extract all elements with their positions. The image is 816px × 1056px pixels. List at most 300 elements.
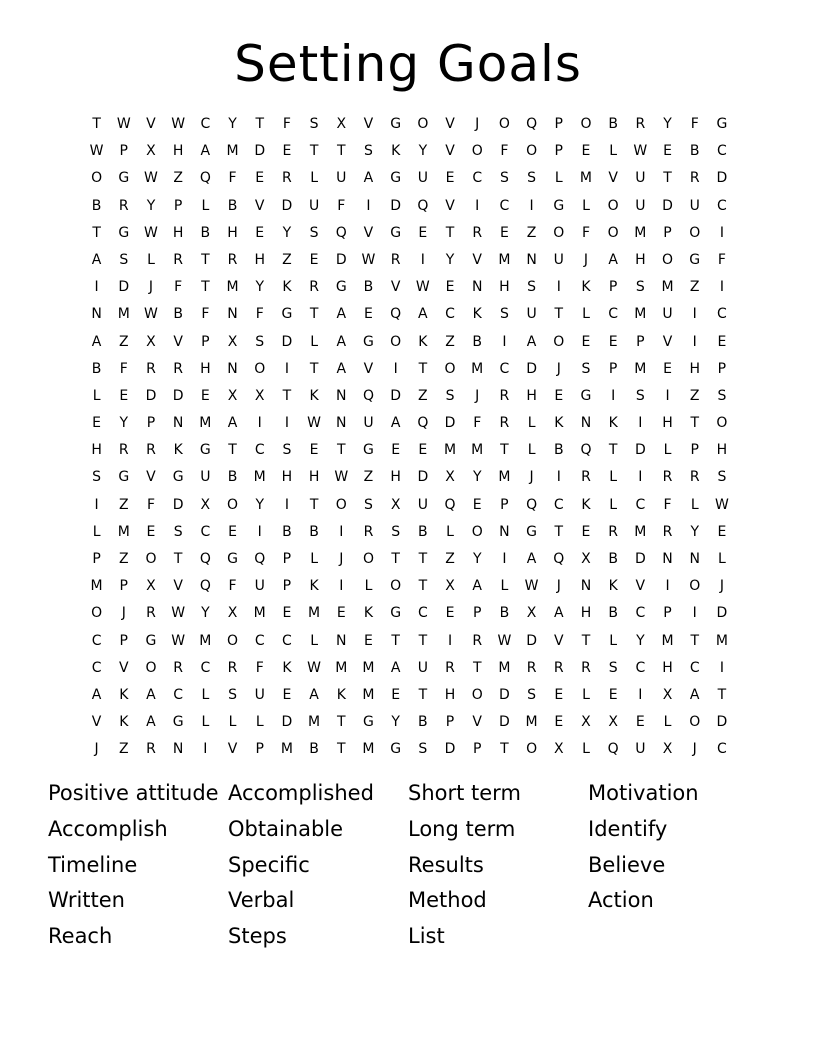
grid-letter: B — [282, 523, 292, 540]
grid-letter: N — [336, 387, 347, 404]
grid-letter: D — [499, 714, 510, 731]
word-list-row — [48, 886, 768, 922]
grid-letter: M — [280, 741, 293, 758]
grid-letter: E — [282, 605, 292, 622]
grid-letter: J — [556, 360, 561, 377]
page-title: Setting Goals — [234, 35, 582, 93]
grid-letter: U — [336, 170, 347, 187]
grid-letter: L — [92, 523, 101, 540]
grid-letter: G — [390, 170, 402, 187]
grid-letter: L — [310, 551, 318, 567]
grid-letter: O — [607, 197, 619, 214]
grid-letter: M — [471, 442, 484, 459]
grid-letter: U — [417, 170, 428, 187]
grid-letter: R — [282, 170, 292, 187]
grid-letter: S — [173, 523, 183, 540]
grid-letter: D — [281, 197, 293, 214]
word-list-row — [48, 922, 768, 958]
grid-letter: I — [556, 469, 561, 486]
grid-letter: T — [554, 306, 564, 323]
word-list-item: Positive attitude — [48, 781, 219, 805]
grid-letter: E — [336, 605, 346, 622]
grid-letter: I — [284, 415, 289, 432]
grid-letter: A — [390, 659, 401, 676]
grid-letter: L — [582, 741, 590, 758]
word-list-item: List — [408, 924, 445, 949]
grid-letter: V — [173, 333, 183, 350]
grid-letter: E — [418, 224, 428, 241]
grid-letter: H — [227, 224, 238, 241]
grid-letter: I — [203, 741, 208, 758]
grid-letter: F — [500, 143, 509, 160]
grid-letter: O — [417, 116, 429, 132]
grid-letter: H — [390, 469, 401, 486]
grid-letter: C — [254, 632, 265, 649]
grid-letter: X — [581, 551, 591, 567]
grid-letter: Q — [607, 741, 619, 758]
grid-letter: X — [146, 143, 156, 160]
grid-letter: F — [255, 659, 264, 676]
grid-letter: H — [172, 224, 184, 241]
grid-letter: V — [662, 333, 673, 350]
grid-letter: T — [418, 578, 428, 595]
grid-letter: L — [582, 686, 590, 703]
grid-letter: Q — [526, 496, 538, 513]
grid-letter: R — [146, 741, 156, 758]
grid-letter: G — [335, 279, 347, 296]
grid-letter: G — [363, 442, 374, 459]
grid-letter: O — [227, 496, 239, 513]
grid-letter: V — [445, 143, 455, 160]
grid-letter: G — [227, 551, 238, 567]
grid-letter: Z — [118, 741, 129, 758]
grid-letter: B — [418, 714, 428, 731]
grid-letter: I — [638, 415, 643, 432]
grid-letter: M — [90, 578, 103, 595]
grid-letter: M — [335, 659, 348, 676]
grid-letter: A — [390, 415, 401, 432]
grid-letter: C — [445, 306, 455, 323]
grid-letter: C — [635, 659, 646, 676]
grid-letter: R — [173, 659, 184, 676]
grid-letter: S — [364, 143, 373, 160]
grid-letter: I — [420, 251, 425, 268]
grid-letter: E — [364, 632, 373, 649]
grid-letter: B — [689, 143, 700, 160]
grid-letter: B — [418, 523, 428, 540]
grid-letter: D — [716, 605, 728, 622]
word-list-item: Accomplish — [48, 816, 168, 841]
grid-letter: B — [608, 605, 618, 622]
word-list-item: Reach — [48, 924, 113, 949]
grid-letter: T — [554, 523, 564, 540]
grid-letter: K — [608, 578, 618, 595]
grid-letter: E — [228, 523, 237, 540]
grid-letter: S — [391, 523, 401, 540]
grid-letter: T — [309, 360, 319, 377]
grid-letter: L — [582, 197, 590, 214]
grid-letter: R — [173, 251, 184, 268]
grid-letter: R — [390, 251, 401, 268]
grid-letter: M — [634, 523, 647, 540]
grid-letter: C — [282, 632, 292, 649]
word-search-grid — [83, 113, 736, 766]
grid-letter: N — [91, 306, 102, 323]
grid-letter: I — [692, 605, 697, 622]
grid-letter: A — [227, 415, 238, 432]
grid-letter: W — [307, 415, 322, 432]
grid-letter: H — [580, 605, 592, 622]
grid-letter: I — [719, 224, 724, 241]
grid-letter: Y — [472, 551, 482, 567]
grid-letter: F — [473, 415, 482, 432]
grid-letter: E — [663, 360, 672, 377]
grid-letter: H — [281, 469, 293, 486]
grid-letter: T — [418, 632, 428, 649]
grid-letter: J — [121, 605, 126, 622]
grid-letter: T — [337, 741, 346, 758]
grid-letter: L — [527, 442, 536, 459]
grid-letter: E — [663, 143, 672, 160]
grid-letter: O — [498, 116, 510, 132]
grid-letter: Z — [363, 469, 374, 486]
grid-letter: R — [146, 605, 156, 622]
grid-letter: U — [308, 197, 320, 214]
grid-letter: V — [91, 714, 102, 731]
grid-letter: M — [661, 632, 674, 649]
grid-letter: I — [529, 197, 534, 214]
grid-letter: E — [391, 686, 401, 703]
grid-letter: B — [200, 224, 211, 241]
grid-letter: S — [581, 360, 591, 377]
grid-letter: E — [418, 442, 428, 459]
grid-letter: H — [254, 251, 265, 268]
grid-letter: S — [527, 279, 537, 296]
grid-letter: M — [634, 360, 647, 377]
grid-letter: V — [363, 224, 374, 241]
grid-letter: E — [581, 333, 591, 350]
grid-letter: P — [554, 143, 563, 160]
grid-letter: R — [146, 360, 156, 377]
grid-letter: P — [608, 360, 618, 377]
grid-letter: K — [282, 279, 292, 296]
grid-row — [83, 602, 736, 629]
grid-letter: L — [663, 714, 672, 731]
grid-letter: B — [173, 306, 183, 323]
grid-letter: K — [581, 279, 591, 296]
grid-letter: C — [254, 442, 265, 459]
grid-letter: B — [91, 197, 102, 214]
grid-letter: B — [608, 551, 618, 567]
grid-letter: I — [692, 306, 697, 323]
grid-letter: P — [554, 116, 563, 132]
grid-letter: R — [662, 523, 673, 540]
grid-letter: B — [472, 333, 483, 350]
word-list-item: Believe — [588, 852, 666, 877]
grid-letter: W — [307, 659, 322, 676]
grid-letter: S — [499, 306, 509, 323]
grid-letter: Z — [418, 387, 428, 404]
grid-letter: F — [717, 251, 726, 268]
grid-letter: M — [634, 306, 647, 323]
grid-letter: M — [443, 442, 457, 459]
grid-letter: M — [525, 714, 538, 731]
grid-letter: C — [91, 659, 102, 676]
grid-letter: P — [119, 632, 128, 649]
grid-letter: A — [91, 686, 102, 703]
grid-letter: E — [282, 686, 292, 703]
grid-letter: D — [716, 170, 728, 187]
grid-letter: C — [200, 116, 211, 132]
grid-letter: L — [310, 170, 318, 187]
grid-letter: C — [635, 605, 646, 622]
grid-letter: C — [717, 306, 727, 323]
grid-letter: T — [690, 632, 699, 649]
grid-letter: V — [363, 116, 374, 132]
grid-letter: C — [173, 686, 184, 703]
grid-letter: E — [92, 415, 102, 432]
grid-letter: Z — [118, 551, 129, 567]
grid-letter: T — [282, 387, 292, 404]
grid-letter: G — [118, 224, 130, 241]
grid-letter: B — [363, 279, 374, 296]
grid-letter: S — [527, 686, 537, 703]
grid-letter: N — [227, 306, 238, 323]
grid-letter: P — [472, 741, 482, 758]
grid-letter: O — [580, 116, 592, 132]
grid-letter: C — [91, 632, 102, 649]
grid-letter: O — [689, 224, 701, 241]
grid-letter: K — [608, 415, 618, 432]
grid-letter: G — [716, 116, 728, 132]
word-list-item: Verbal — [228, 888, 295, 913]
grid-letter: H — [662, 415, 673, 432]
grid-letter: L — [364, 578, 373, 595]
grid-letter: P — [636, 333, 645, 350]
grid-letter: W — [714, 496, 729, 513]
grid-row — [83, 521, 736, 548]
grid-letter: P — [146, 415, 156, 432]
grid-letter: E — [554, 714, 564, 731]
grid-letter: N — [227, 360, 238, 377]
grid-letter: R — [581, 659, 591, 676]
grid-letter: C — [635, 496, 646, 513]
grid-letter: Y — [418, 143, 428, 160]
grid-letter: C — [499, 197, 510, 214]
grid-letter: V — [390, 279, 401, 296]
grid-letter: D — [335, 251, 347, 268]
grid-letter: C — [200, 523, 211, 540]
grid-letter: W — [144, 306, 158, 323]
grid-letter: W — [497, 632, 512, 649]
grid-letter: G — [363, 333, 374, 350]
grid-letter: O — [553, 333, 565, 350]
grid-letter: D — [390, 387, 402, 404]
grid-letter: R — [499, 415, 510, 432]
grid-letter: M — [226, 143, 239, 160]
grid-letter: O — [689, 714, 701, 731]
grid-letter: T — [418, 360, 428, 377]
grid-row — [83, 412, 736, 439]
grid-letter: T — [663, 170, 672, 187]
grid-letter: V — [608, 170, 618, 187]
grid-letter: F — [228, 170, 237, 187]
grid-letter: W — [524, 578, 539, 595]
grid-letter: M — [117, 523, 130, 540]
grid-letter: E — [255, 224, 265, 241]
grid-letter: A — [472, 578, 482, 595]
grid-letter: I — [502, 551, 507, 567]
grid-letter: Q — [444, 496, 456, 513]
grid-letter: L — [310, 632, 318, 649]
grid-letter: Z — [526, 224, 537, 241]
grid-letter: A — [418, 306, 428, 323]
grid-letter: J — [556, 578, 561, 595]
grid-letter: T — [309, 496, 319, 513]
grid-letter: P — [445, 714, 455, 731]
grid-letter: D — [499, 686, 510, 703]
grid-letter: Z — [118, 496, 129, 513]
grid-letter: L — [255, 714, 264, 731]
grid-letter: W — [144, 170, 158, 187]
grid-letter: R — [689, 469, 700, 486]
grid-letter: G — [390, 224, 402, 241]
grid-letter: M — [362, 741, 375, 758]
grid-letter: S — [255, 333, 265, 350]
grid-letter: M — [199, 415, 212, 432]
grid-letter: I — [94, 496, 99, 513]
grid-letter: S — [228, 686, 237, 703]
grid-letter: I — [284, 360, 289, 377]
grid-letter: V — [363, 360, 374, 377]
grid-letter: R — [227, 659, 238, 676]
grid-letter: X — [336, 116, 347, 132]
grid-letter: D — [281, 714, 293, 731]
grid-letter: C — [717, 741, 727, 758]
grid-letter: R — [118, 197, 129, 214]
grid-letter: T — [92, 224, 101, 241]
grid-letter: L — [310, 333, 318, 350]
grid-letter: A — [336, 360, 347, 377]
grid-letter: K — [363, 605, 374, 622]
grid-letter: V — [553, 632, 564, 649]
grid-letter: T — [391, 632, 400, 649]
word-list-item: Method — [408, 888, 487, 913]
grid-letter: V — [173, 578, 183, 595]
grid-letter: V — [635, 578, 646, 595]
grid-letter: D — [634, 551, 646, 567]
grid-letter: G — [199, 442, 211, 459]
grid-letter: W — [334, 469, 349, 486]
grid-letter: P — [500, 496, 509, 513]
grid-letter: Y — [201, 605, 210, 622]
grid-letter: N — [172, 741, 184, 758]
grid-letter: E — [445, 279, 455, 296]
grid-letter: O — [471, 523, 483, 540]
grid-letter: P — [255, 741, 264, 758]
grid-letter: E — [499, 224, 509, 241]
grid-letter: T — [228, 442, 237, 459]
grid-letter: I — [94, 279, 99, 296]
grid-letter: S — [445, 387, 455, 404]
word-list-item: Action — [588, 888, 654, 913]
grid-letter: E — [554, 387, 564, 404]
grid-letter: V — [472, 251, 482, 268]
grid-letter: S — [309, 116, 319, 132]
grid-letter: K — [282, 659, 292, 676]
grid-letter: Y — [472, 469, 482, 486]
grid-letter: T — [337, 442, 346, 459]
grid-letter: U — [526, 306, 537, 323]
word-list-item: Identify — [588, 816, 668, 841]
grid-letter: N — [662, 551, 673, 567]
grid-letter: A — [91, 333, 102, 350]
grid-letter: I — [502, 333, 507, 350]
grid-letter: I — [665, 578, 670, 595]
grid-letter: M — [661, 279, 674, 296]
grid-letter: R — [309, 279, 319, 296]
grid-letter: E — [391, 442, 401, 459]
grid-letter: Q — [199, 170, 211, 187]
grid-letter: L — [609, 632, 618, 649]
grid-letter: R — [363, 523, 374, 540]
word-list-row — [48, 851, 768, 887]
grid-letter: I — [475, 197, 480, 214]
grid-letter: H — [444, 686, 456, 703]
grid-letter: I — [284, 496, 289, 513]
grid-letter: Z — [689, 387, 700, 404]
grid-letter: D — [526, 360, 537, 377]
grid-letter: R — [689, 170, 700, 187]
grid-letter: R — [445, 659, 455, 676]
grid-letter: K — [418, 333, 428, 350]
grid-letter: J — [94, 741, 99, 758]
grid-letter: E — [364, 306, 373, 323]
grid-letter: I — [339, 578, 344, 595]
grid-letter: Z — [445, 551, 455, 567]
grid-letter: M — [634, 224, 647, 241]
grid-letter: G — [390, 116, 402, 132]
grid-letter: P — [472, 605, 482, 622]
grid-letter: T — [201, 279, 210, 296]
grid-letter: F — [663, 496, 672, 513]
grid-letter: O — [471, 143, 483, 160]
grid-letter: H — [689, 360, 700, 377]
grid-letter: J — [475, 116, 480, 132]
grid-letter: O — [444, 360, 456, 377]
grid-letter: T — [92, 116, 101, 132]
grid-letter: U — [417, 496, 428, 513]
grid-letter: N — [172, 415, 184, 432]
grid-letter: H — [499, 279, 510, 296]
grid-letter: Q — [199, 551, 211, 567]
grid-letter: C — [689, 659, 700, 676]
grid-letter: K — [391, 143, 401, 160]
word-list-item: Long term — [408, 816, 516, 841]
grid-letter: T — [337, 143, 346, 160]
grid-letter: A — [146, 714, 156, 731]
grid-letter: U — [363, 415, 374, 432]
grid-letter: D — [145, 387, 157, 404]
grid-letter: G — [172, 714, 184, 731]
grid-letter: Y — [690, 523, 699, 540]
grid-letter: J — [583, 251, 589, 268]
grid-letter: P — [717, 360, 727, 377]
grid-letter: Y — [445, 251, 455, 268]
grid-row — [83, 494, 736, 521]
grid-letter: D — [444, 415, 456, 432]
grid-letter: R — [553, 659, 564, 676]
